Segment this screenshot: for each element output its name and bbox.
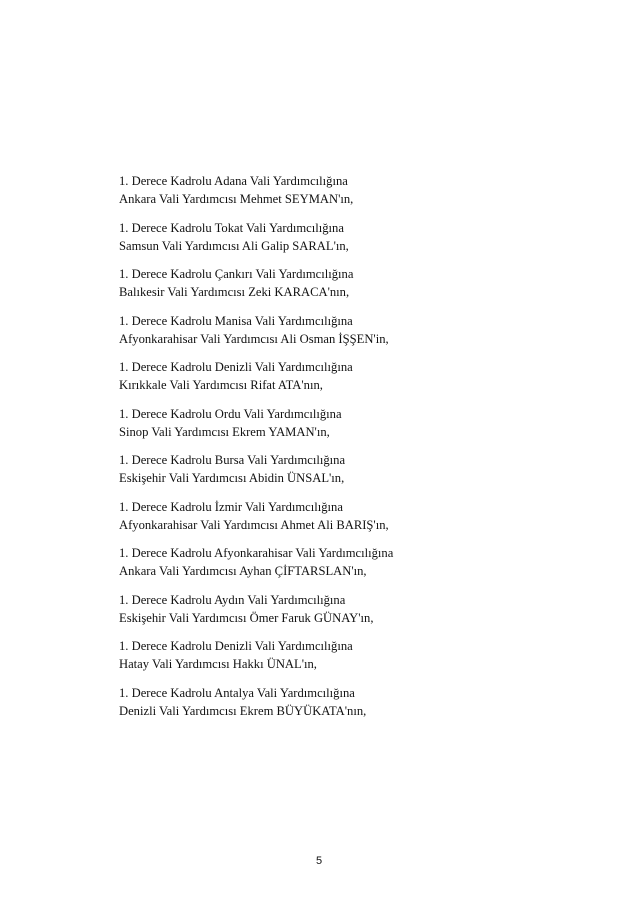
position-line: 1. Derece Kadrolu Denizli Vali Yardımcılığına <box>119 360 353 374</box>
page-number: 5 <box>315 855 323 867</box>
position-line: 1. Derece Kadrolu Aydın Vali Yardımcılığına <box>119 592 346 607</box>
appointee-line: Hatay Vali Yardımcısı Hakkı ÜNAL'ın, <box>119 657 317 671</box>
appointment-entry <box>119 544 599 591</box>
appointee-line: Denizli Vali Yardımcısı Ekrem BÜYÜKATA'nın, <box>119 703 367 718</box>
appointee-line: Eskişehir Vali Yardımcısı Abidin ÜNSAL'ın, <box>119 471 345 485</box>
appointee-line: Balıkesir Vali Yardımcısı Zeki KARACA'nın, <box>119 285 350 299</box>
appointment-entry <box>119 219 599 266</box>
appointment-entry <box>119 451 599 498</box>
appointment-entry <box>119 498 599 545</box>
appointment-entry <box>119 684 599 731</box>
appointment-entry <box>119 637 599 684</box>
appointee-line: Ankara Vali Yardımcısı Mehmet SEYMAN'ın, <box>119 192 354 206</box>
position-line: 1. Derece Kadrolu Adana Vali Yardımcılığına <box>119 174 348 188</box>
position-line: 1. Derece Kadrolu Ordu Vali Yardımcılığına <box>119 406 342 421</box>
appointment-entry <box>119 312 599 359</box>
position-line: 1. Derece Kadrolu Afyonkarahisar Vali Yardımcılığına <box>119 546 394 560</box>
appointee-line: Afyonkarahisar Vali Yardımcısı Ahmet Ali BARIŞ'ın, <box>119 517 389 532</box>
appointment-entry <box>119 358 599 405</box>
appointment-list <box>119 172 599 730</box>
position-line: 1. Derece Kadrolu Denizli Vali Yardımcılığına <box>119 639 353 653</box>
position-line: 1. Derece Kadrolu Antalya Vali Yardımcılığına <box>119 685 355 700</box>
position-line: 1. Derece Kadrolu Manisa Vali Yardımcılığına <box>119 313 353 328</box>
appointee-line: Kırıkkale Vali Yardımcısı Rifat ATA'nın, <box>119 378 323 392</box>
appointee-line: Ankara Vali Yardımcısı Ayhan ÇİFTARSLAN'ın, <box>119 564 367 578</box>
position-line: 1. Derece Kadrolu Çankırı Vali Yardımcılığına <box>119 267 354 281</box>
appointment-entry <box>119 172 599 219</box>
appointment-entry <box>119 405 599 452</box>
appointee-line: Afyonkarahisar Vali Yardımcısı Ali Osman İŞŞEN'in, <box>119 331 389 346</box>
appointee-line: Eskişehir Vali Yardımcısı Ömer Faruk GÜNAY'ın, <box>119 610 374 625</box>
appointment-entry <box>119 265 599 312</box>
position-line: 1. Derece Kadrolu Bursa Vali Yardımcılığına <box>119 453 346 467</box>
appointee-line: Samsun Vali Yardımcısı Ali Galip SARAL'ın, <box>119 238 349 253</box>
position-line: 1. Derece Kadrolu İzmir Vali Yardımcılığına <box>119 499 343 514</box>
appointment-entry <box>119 591 599 638</box>
appointee-line: Sinop Vali Yardımcısı Ekrem YAMAN'ın, <box>119 424 330 439</box>
position-line: 1. Derece Kadrolu Tokat Vali Yardımcılığına <box>119 220 344 235</box>
